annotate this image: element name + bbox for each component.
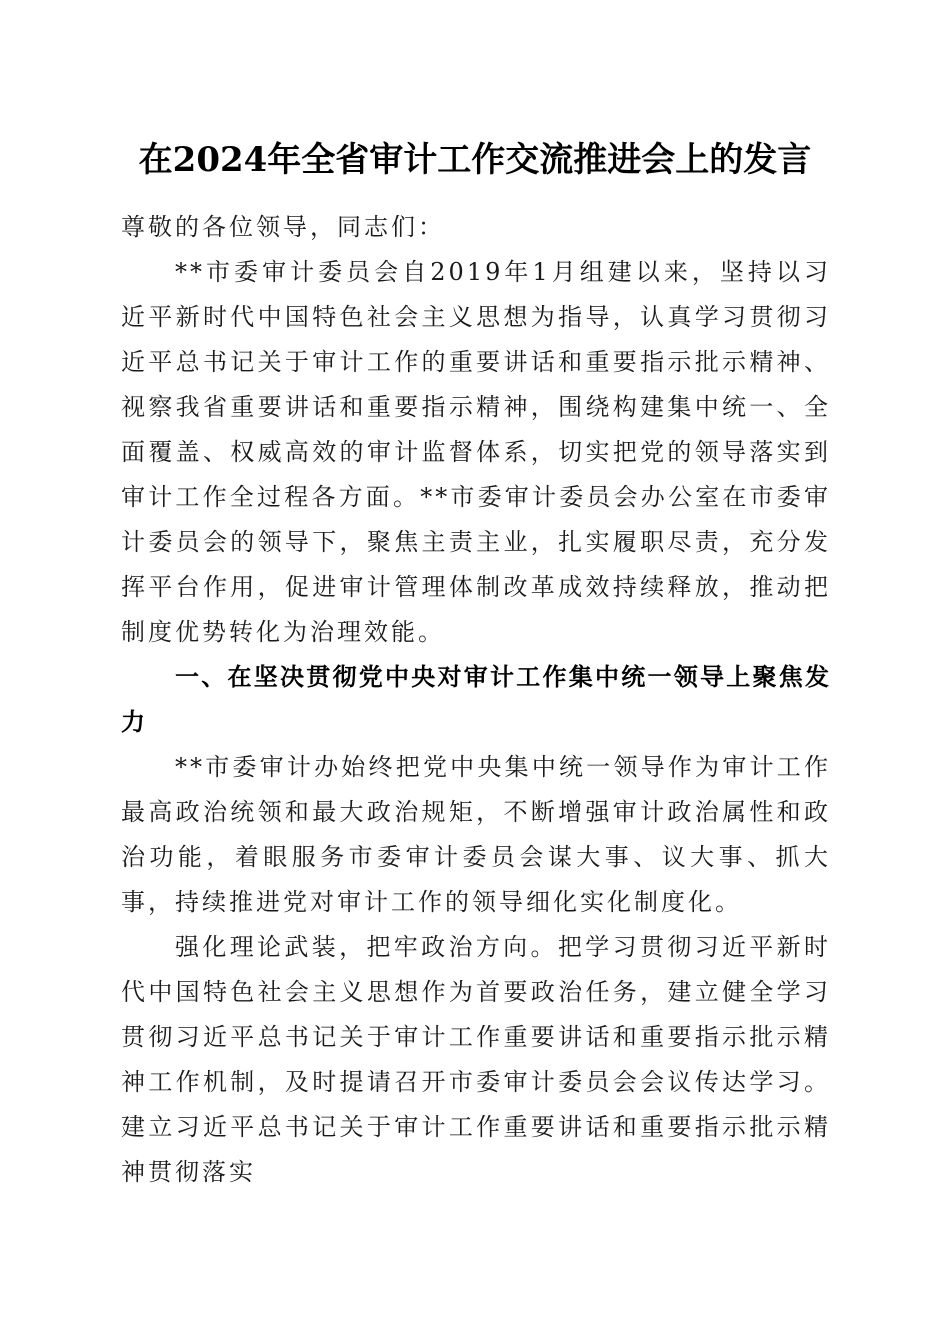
document-body	[121, 205, 831, 1195]
document-title: 在2024年全省审计工作交流推进会上的发言	[138, 140, 812, 180]
paragraph-theory: 强化理论武装，把牢政治方向。把学习贯彻习近平新时代中国特色社会主义思想作为首要政治任务，建立健全学习贯彻习近平总书记关于审计工作重要讲话和重要指示批示精神工作机制，及时提请召开市委审计委员会会议传达学习。建立习近平总书记关于审计工作重要讲话和重要指示批示精神贯彻落实	[121, 933, 831, 1186]
section-heading: 一、在坚决贯彻党中央对审计工作集中统一领导上聚焦发力	[121, 663, 831, 736]
paragraph-intro: **市委审计委员会自2019年1月组建以来，坚持以习近平新时代中国特色社会主义思想为指导，认真学习贯彻习近平总书记关于审计工作的重要讲话和重要指示批示精神、视察我省重要讲话和重要指示精神，围绕构建集中统一、全面覆盖、权威高效的审计监督体系，切实把党的领导落实到审计工作全过程各方面。**市委审计委员会办公室在市委审计委员会的领导下，聚焦主责主业，扎实履职尽责，充分发挥平台作用，促进审计管理体制改革成效持续释放，推动把制度优势转化为治理效能。	[121, 258, 831, 646]
paragraph-section-lead: **市委审计办始终把党中央集中统一领导作为审计工作最高政治统领和最大政治规矩，不断增强审计政治属性和政治功能，着眼服务市委审计委员会谋大事、议大事、抓大事，持续推进党对审计工作的领导细化实化制度化。	[121, 753, 831, 916]
salutation: 尊敬的各位领导，同志们：	[121, 213, 445, 241]
